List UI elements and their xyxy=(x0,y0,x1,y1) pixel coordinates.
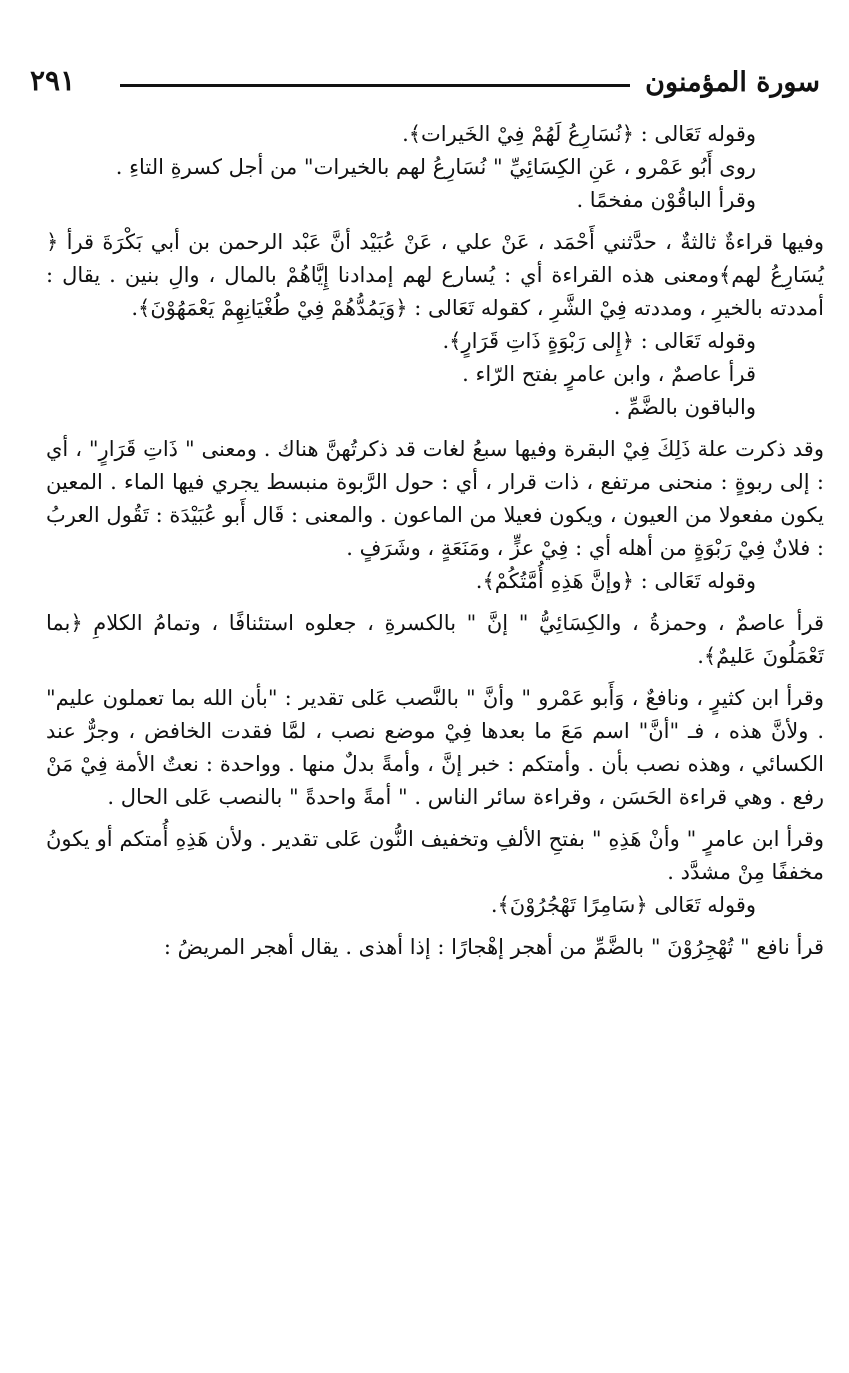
page-header xyxy=(30,62,820,102)
paragraph: وقرأ ابن عامرٍ " وأنْ هَذِهِ " بفتحِ الألفِ وتخفيف النُّون عَلى تقدير . ولأن هَذِهِ أُمتكم أو يكونُ مخففًا مِنْ مشدَّد . xyxy=(46,827,824,884)
paragraph: وقوله تَعَالى : ﴿إِلى رَبْوَةٍ ذَاتِ قَرَارٍ﴾. xyxy=(442,329,756,353)
paragraph: وقرأ ابن كثيرٍ ، ونافعٌ ، وَأَبو عَمْرو " وأنَّ " بالنَّصب عَلى تقدير : "بأن الله بما تعملون عليم" . ولأنَّ هذه ، فـ "أنَّ" اسم مَعَ ما بعدها فِيْ موضع نصب ، لمَّا فقدت الخافض ، وجرٌّ عند الكسائي ، وهذه نصب بأن . وأمتكم : خبر إنَّ ، وأمةً بدلٌ منها . وواحدة : نعتٌ الأمة فِيْ مَنْ رفع . وهي قراءة الحَسَن ، وقراءة سائر الناس . " أمةً واحدةً " بالنصب عَلى الحال . xyxy=(46,686,824,809)
paragraph: والباقون بالضَّمِّ . xyxy=(613,395,756,419)
paragraph: وقوله تَعَالى ﴿سَامِرًا تَهْجُرُوْنَ﴾. xyxy=(490,893,756,917)
paragraph: قرأ عاصمٌ ، وابن عامرٍ بفتح الرّاء . xyxy=(462,362,756,386)
header-rule xyxy=(120,84,630,87)
paragraph: وقوله تَعَالى : ﴿نُسَارِعُ لَهُمْ فِيْ الخَيرات﴾. xyxy=(402,122,756,146)
paragraph: قرأ عاصمٌ ، وحمزةُ ، والكِسَائِيُّ " إنَّ " بالكسرةِ ، جعلوه استئنافًا ، وتمامُ الكلامِ ﴿بما تَعْمَلُونَ عَليمٌ﴾. xyxy=(46,611,824,668)
surah-title: سورة المؤمنون xyxy=(645,67,820,98)
paragraph: روى أَبُو عَمْرو ، عَنِ الكِسَائِيِّ " نُسَارِعُ لهم بالخيرات" من أجل كسرةِ التاءِ . xyxy=(115,155,756,179)
body-text xyxy=(46,118,824,964)
paragraph: وقرأ الباقُوْن مفخمًا . xyxy=(576,188,756,212)
page-number: ٢٩١ xyxy=(30,64,76,97)
paragraph: وفيها قراءةٌ ثالثةٌ ، حدَّثني أَحْمَد ، عَنْ علي ، عَنْ عُبَيْد أنَّ عَبْد الرحمن بن أبي بَكْرَةَ قرأ ﴿ يُسَارِعُ لهم﴾ومعنى هذه القراءة أي : يُسارع لهم إمدادنا إِيَّاهُمْ بالمال ، والِ بنين . يقال : أمددته بالخيرِ ، ومددته فِيْ الشَّرِ ، كقوله تَعَالى : ﴿وَيَمُدُّهُمْ فِيْ طُغْيَانِهِمْ يَعْمَهُوْنَ﴾. xyxy=(46,230,824,320)
paragraph: وقد ذكرت علة ذَلِكَ فِيْ البقرة وفيها سبعُ لغات قد ذكرتُهنَّ هناك . ومعنى " ذَاتِ قَرَارٍ" ، أي : إلى ربوةٍ : منحنى مرتفع ، ذات قرار ، أي : حول الرَّبوة منبسط يجري فيها الماء . المعين يكون مفعولا من العيون ، ويكون فعيلا من الماعون . والمعنى : قَال أَبو عُبَيْدَة : تَقُول العربُ : فلانٌ فِيْ رَبْوَةٍ من أهله أي : فِيْ عزٍّ ، ومَنَعَةٍ ، وشَرَفٍ . xyxy=(46,437,824,560)
paragraph: قرأ نافع " تُهْجِرُوْنَ " بالضَّمِّ من أهجر إهْجارًا : إذا أهذى . يقال أهجر المريضُ : xyxy=(163,935,824,959)
paragraph: وقوله تَعَالى : ﴿وإنَّ هَذِهِ أُمَّتُكُمْ﴾. xyxy=(475,569,756,593)
